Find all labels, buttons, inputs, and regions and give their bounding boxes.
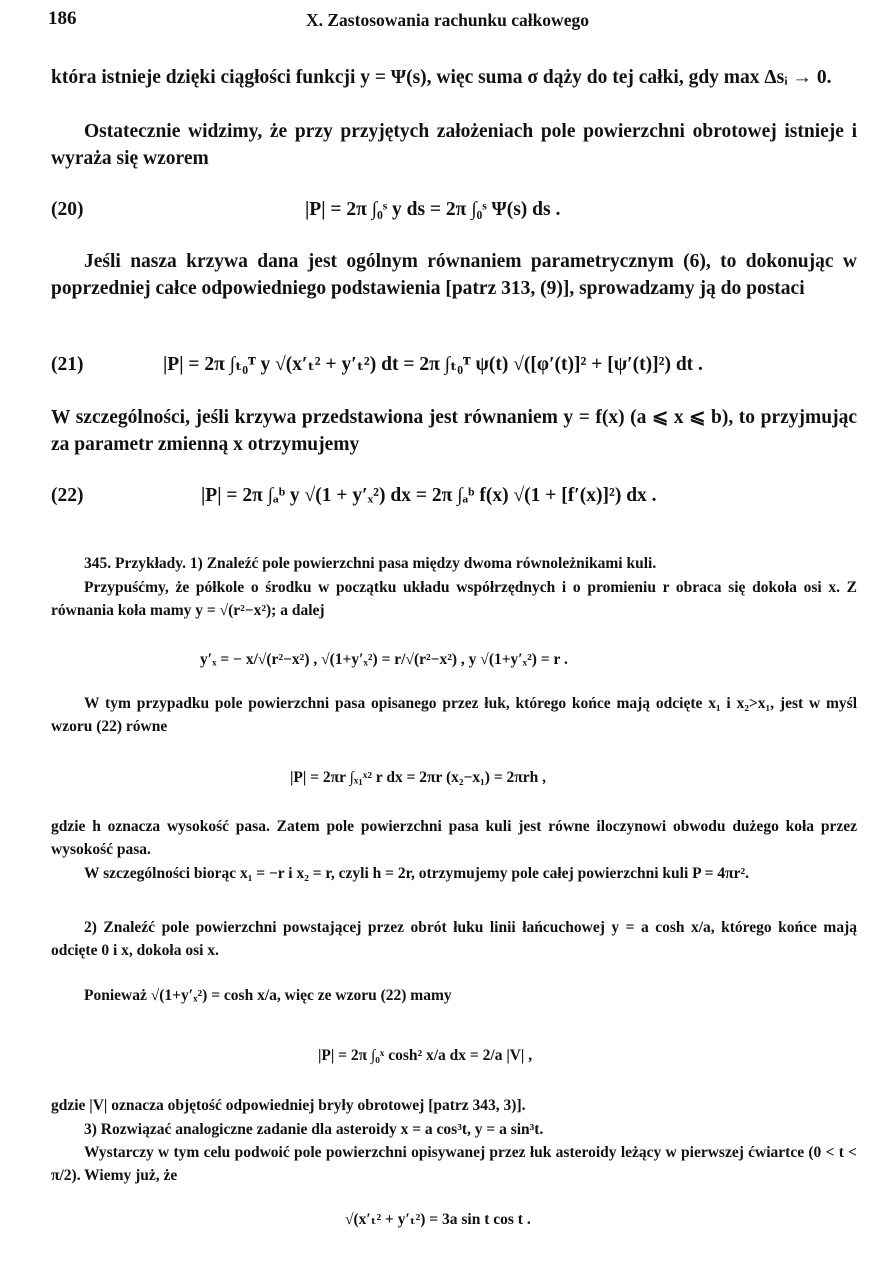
equation-22 bbox=[51, 482, 857, 512]
example-2-since: Ponieważ √(1+y′ₓ²) = cosh x/a, więc ze wzoru (22) mamy bbox=[84, 987, 452, 1004]
example-2-conclusion: gdzie |V| oznacza objętość odpowiedniej bryły obrotowej [patrz 343, 3)]. bbox=[51, 1097, 526, 1114]
derivative-formulas: y′ₓ = − x/√(r²−x²) , √(1+y′ₓ²) = r/√(r²−x²) , y √(1+y′ₓ²) = r . bbox=[200, 651, 568, 668]
page-number: 186 bbox=[48, 8, 77, 29]
example-3-text: 3) Rozwiązać analogiczne zadanie dla asteroidy x = a cos³t, y = a sin³t. bbox=[84, 1121, 544, 1138]
paragraph-3: Jeśli nasza krzywa dana jest ogólnym równaniem parametrycznym (6), to dokonując w poprzedniej całce odpowiedniego podstawienia [patrz 313, (9)], sprowadzamy ją do postaci bbox=[51, 251, 857, 299]
example-1-band: W tym przypadku pole powierzchni pasa opisanego przez łuk, którego końce mają odcięte x₁ i x₂>x₁, jest w myśl wzoru (22) równe bbox=[51, 695, 857, 735]
equation-body: |P| = 2π ∫ₐᵇ y √(1 + y′ₓ²) dx = 2π ∫ₐᵇ f(x) √(1 + [f′(x)]²) dx . bbox=[201, 485, 657, 506]
cosh-area-formula: |P| = 2π ∫₀ˣ cosh² x/a dx = 2/a |V| , bbox=[318, 1047, 533, 1064]
band-area-formula: |P| = 2πr ∫ₓ₁ˣ² r dx = 2πr (x₂−x₁) = 2πrh , bbox=[290, 769, 547, 786]
example-heading: 345. Przykłady. 1) Znaleźć pole powierzchni pasa między dwoma równoleżnikami kuli. bbox=[84, 555, 657, 572]
equation-number: (22) bbox=[51, 485, 84, 506]
example-2-text: 2) Znaleźć pole powierzchni powstającej przez obrót łuku linii łańcuchowej y = a cosh x/a, którego końce mają odcięte 0 i x, dokoła osi x. bbox=[51, 919, 857, 959]
equation-21 bbox=[51, 351, 857, 381]
equation-20 bbox=[51, 196, 857, 226]
example-3-detail: Wystarczy w tym celu podwoić pole powierzchni opisywanej przez łuk asteroidy leżący w pierwszej ćwiartce (0 < t < π/2). Wiemy już, że bbox=[51, 1144, 857, 1184]
astroid-formula: √(x′ₜ² + y′ₜ²) = 3a sin t cos t . bbox=[345, 1211, 531, 1228]
example-1-text: Przypuśćmy, że półkole o środku w początku układu współrzędnych i o promieniu r obraca się dokoła osi x. Z równania koła mamy y = √(r²−x²); a dalej bbox=[51, 579, 857, 619]
equation-body: |P| = 2π ∫ₜ₀ᵀ y √(x′ₜ² + y′ₜ²) dt = 2π ∫ₜ₀ᵀ ψ(t) √([φ′(t)]² + [ψ′(t)]²) dt . bbox=[163, 354, 703, 375]
equation-number: (21) bbox=[51, 354, 84, 375]
paragraph-4: W szczególności, jeśli krzywa przedstawiona jest równaniem y = f(x) (a ⩽ x ⩽ b), to przyjmując za parametr zmienną x otrzymujemy bbox=[51, 407, 857, 455]
equation-body: |P| = 2π ∫₀ˢ y ds = 2π ∫₀ˢ Ψ(s) ds . bbox=[305, 199, 561, 220]
example-1-sphere: W szczególności biorąc x₁ = −r i x₂ = r, czyli h = 2r, otrzymujemy pole całej powierzchni kuli P = 4πr². bbox=[84, 865, 749, 882]
page-header bbox=[48, 8, 853, 38]
paragraph-1: która istnieje dzięki ciągłości funkcji y = Ψ(s), więc suma σ dąży do tej całki, gdy max Δsᵢ → 0. bbox=[51, 67, 832, 88]
example-1-conclusion: gdzie h oznacza wysokość pasa. Zatem pole powierzchni pasa kuli jest równe iloczynowi obwodu dużego koła przez wysokość pasa. bbox=[51, 818, 857, 858]
paragraph-2: Ostatecznie widzimy, że przy przyjętych założeniach pole powierzchni obrotowej istnieje i wyraża się wzorem bbox=[51, 121, 857, 169]
equation-number: (20) bbox=[51, 199, 84, 220]
running-title: X. Zastosowania rachunku całkowego bbox=[306, 10, 589, 30]
